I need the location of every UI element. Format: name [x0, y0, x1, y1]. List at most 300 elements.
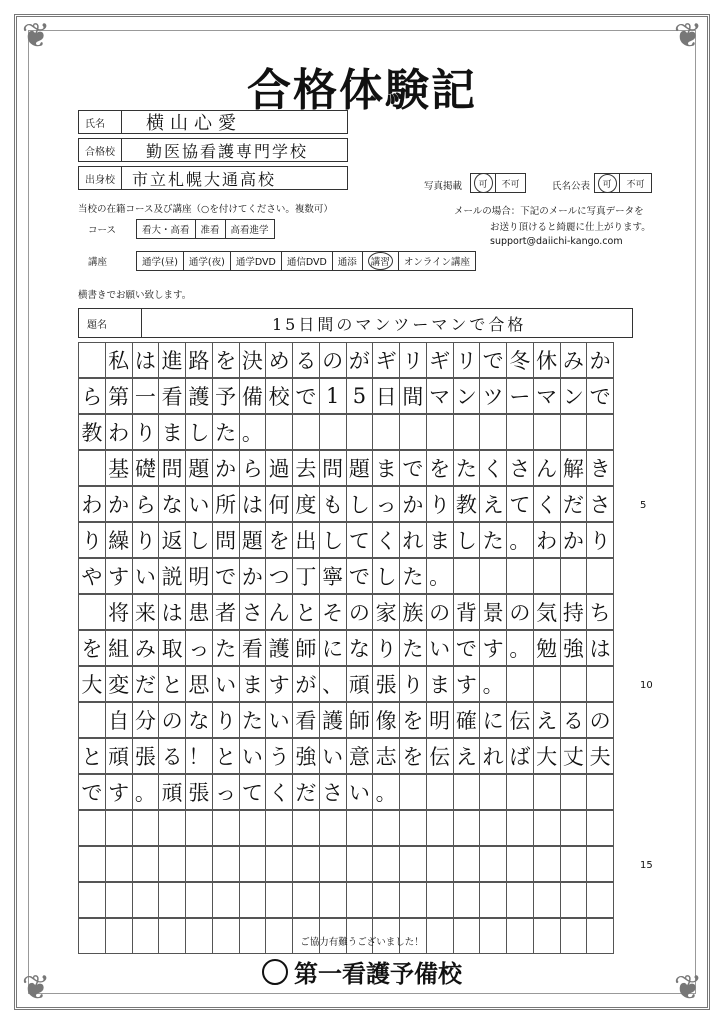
essay-cell: え	[479, 486, 507, 522]
essay-cell: み	[560, 342, 588, 378]
essay-cell	[319, 882, 347, 918]
essay-cell: 間	[399, 378, 427, 414]
essay-cell: 明	[185, 558, 213, 594]
essay-cell	[399, 810, 427, 846]
essay-cell	[426, 774, 454, 810]
essay-cell: 基	[105, 450, 133, 486]
essay-cell: で	[346, 558, 374, 594]
essay-cell	[212, 882, 240, 918]
essay-cell	[372, 882, 400, 918]
essay-cell: で	[78, 774, 106, 810]
public-name-label: 氏名公表	[552, 181, 591, 192]
essay-cell: り	[78, 522, 106, 558]
essay-cell	[105, 810, 133, 846]
essay-cell	[506, 882, 534, 918]
essay-cell: ら	[132, 486, 160, 522]
essay-cell: ン	[560, 378, 588, 414]
essay-cell: だ	[132, 666, 160, 702]
essay-cell: り	[586, 522, 614, 558]
mail-note-line1: メールの場合：下記のメールに写真データを	[454, 206, 644, 217]
essay-cell: ー	[506, 378, 534, 414]
essay-cell: わ	[78, 486, 106, 522]
essay-cell: と	[212, 738, 240, 774]
essay-cell: さ	[506, 450, 534, 486]
essay-cell: 私	[105, 342, 133, 378]
kouza-option-tsushin-dvd[interactable]: 通信DVD	[281, 251, 333, 271]
essay-cell: か	[105, 486, 133, 522]
essay-cell	[158, 846, 186, 882]
essay-cell: の	[319, 342, 347, 378]
essay-cell: く	[479, 450, 507, 486]
line-number-10: 10	[640, 680, 653, 691]
essay-cell: 休	[533, 342, 561, 378]
essay-cell: い	[346, 774, 374, 810]
essay-cell: に	[319, 630, 347, 666]
essay-cell: だ	[292, 774, 320, 810]
essay-cell	[78, 342, 106, 378]
essay-cell: 題	[185, 450, 213, 486]
essay-cell: め	[265, 342, 293, 378]
essay-cell	[506, 810, 534, 846]
essay-cell: か	[560, 522, 588, 558]
essay-cell: れ	[479, 738, 507, 774]
essay-cell: 護	[319, 702, 347, 738]
essay-cell: り	[372, 630, 400, 666]
course-option-kandai-kokan[interactable]: 看大・高看	[136, 219, 196, 239]
essay-cell: ま	[426, 666, 454, 702]
essay-cell: 大	[533, 738, 561, 774]
essay-cell: す	[105, 774, 133, 810]
essay-cell: た	[453, 450, 481, 486]
essay-cell: 説	[158, 558, 186, 594]
essay-cell: ！	[185, 738, 213, 774]
essay-cell: し	[372, 558, 400, 594]
essay-cell: 。	[506, 630, 534, 666]
essay-cell: 教	[78, 414, 106, 450]
essay-cell: う	[265, 738, 293, 774]
essay-cell	[533, 558, 561, 594]
essay-cell: 取	[158, 630, 186, 666]
essay-cell: の	[506, 594, 534, 630]
essay-cell: 題	[239, 522, 267, 558]
essay-line	[78, 738, 633, 774]
essay-cell	[560, 666, 588, 702]
kouza-option-tsuten[interactable]: 通添	[332, 251, 363, 271]
essay-cell: 志	[372, 738, 400, 774]
origin-value[interactable]: 市立札幌大通高校	[122, 166, 348, 190]
essay-cell: で	[453, 630, 481, 666]
essay-cell: 冬	[506, 342, 534, 378]
essay-cell	[506, 414, 534, 450]
essay-cell	[533, 666, 561, 702]
essay-cell	[292, 846, 320, 882]
essay-cell: 背	[453, 594, 481, 630]
essay-cell: 丁	[292, 558, 320, 594]
essay-cell: 日	[372, 378, 400, 414]
essay-cell: わ	[533, 522, 561, 558]
essay-cell: か	[586, 342, 614, 378]
essay-cell: し	[185, 522, 213, 558]
essay-cell: か	[239, 558, 267, 594]
course-note: 当校の在籍コース及び講座（○を付けてください。複数可）	[78, 204, 333, 215]
essay-cell: す	[105, 558, 133, 594]
essay-cell	[453, 414, 481, 450]
essay-cell: ら	[78, 378, 106, 414]
school-logo	[0, 954, 724, 989]
essay-cell: 。	[426, 558, 454, 594]
essay-cell	[372, 846, 400, 882]
essay-cell	[453, 810, 481, 846]
corner-ornament-icon: ❦	[21, 16, 51, 56]
essay-cell: え	[453, 738, 481, 774]
essay-cell: ツ	[479, 378, 507, 414]
essay-cell: 5	[346, 378, 374, 414]
essay-cell: な	[158, 486, 186, 522]
essay-cell: 勉	[533, 630, 561, 666]
essay-cell	[346, 414, 374, 450]
essay-cell: っ	[372, 486, 400, 522]
essay-cell: る	[292, 342, 320, 378]
essay-cell: 明	[426, 702, 454, 738]
kouza-option-day[interactable]: 通学(昼)	[136, 251, 184, 271]
essay-cell: は	[239, 486, 267, 522]
kouza-row	[88, 251, 475, 271]
essay-cell: 像	[372, 702, 400, 738]
essay-cell: た	[399, 558, 427, 594]
essay-cell: た	[479, 522, 507, 558]
essay-cell	[372, 810, 400, 846]
essay-cell	[560, 846, 588, 882]
essay-cell	[426, 882, 454, 918]
essay-cell	[319, 810, 347, 846]
essay-cell: す	[479, 630, 507, 666]
essay-cell	[185, 810, 213, 846]
essay-cell: さ	[239, 594, 267, 630]
essay-line	[78, 774, 633, 810]
theme-value[interactable]: 15日間のマンツーマンで合格	[142, 308, 633, 338]
kouza-option-online[interactable]: オンライン講座	[398, 251, 476, 271]
theme-row	[78, 308, 633, 338]
essay-cell: 何	[265, 486, 293, 522]
essay-line	[78, 414, 633, 450]
essay-cell: す	[265, 666, 293, 702]
essay-cell: に	[479, 702, 507, 738]
essay-cell	[78, 882, 106, 918]
essay-cell: ン	[453, 378, 481, 414]
essay-cell: て	[239, 774, 267, 810]
essay-cell: も	[319, 486, 347, 522]
essay-cell	[132, 810, 160, 846]
essay-cell: 景	[479, 594, 507, 630]
essay-cell: 。	[239, 414, 267, 450]
essay-cell: り	[212, 702, 240, 738]
essay-cell: て	[506, 486, 534, 522]
essay-cell	[506, 558, 534, 594]
essay-cell	[479, 810, 507, 846]
essay-cell	[185, 846, 213, 882]
essay-cell	[78, 810, 106, 846]
essay-cell	[453, 882, 481, 918]
school-value[interactable]: 勤医協看護専門学校	[122, 138, 348, 162]
essay-cell: を	[399, 738, 427, 774]
essay-cell: の	[158, 702, 186, 738]
essay-cell: 気	[533, 594, 561, 630]
essay-cell: 予	[212, 378, 240, 414]
essay-cell: 。	[479, 666, 507, 702]
essay-cell: 張	[132, 738, 160, 774]
essay-cell: る	[158, 738, 186, 774]
essay-line	[78, 342, 633, 378]
essay-cell: 。	[506, 522, 534, 558]
essay-cell: 持	[560, 594, 588, 630]
course-option-kokan-shingaku[interactable]: 高看進学	[225, 219, 275, 239]
essay-cell	[105, 846, 133, 882]
essay-cell: 丈	[560, 738, 588, 774]
mail-note-line2: お送り頂けると綺麗に仕上がります。	[490, 222, 651, 233]
essay-line	[78, 594, 633, 630]
essay-cell: さ	[319, 774, 347, 810]
essay-cell: 者	[212, 594, 240, 630]
public-name-no-option[interactable]: 不可	[620, 173, 652, 193]
essay-cell: み	[132, 630, 160, 666]
school-logo-text: 第一看護予備校	[294, 959, 462, 988]
essay-cell: 伝	[506, 702, 534, 738]
school-label: 合格校	[78, 138, 122, 162]
essay-line	[78, 810, 633, 846]
kouza-option-dvd[interactable]: 通学DVD	[230, 251, 282, 271]
essay-line	[78, 882, 633, 918]
essay-cell: く	[265, 774, 293, 810]
essay-grid[interactable]	[78, 342, 633, 954]
essay-cell: 所	[212, 486, 240, 522]
essay-cell: リ	[453, 342, 481, 378]
essay-cell: 将	[105, 594, 133, 630]
essay-cell: 来	[132, 594, 160, 630]
essay-cell: 師	[346, 702, 374, 738]
essay-line	[78, 450, 633, 486]
essay-cell: り	[426, 486, 454, 522]
essay-cell	[292, 810, 320, 846]
name-label: 氏名	[78, 110, 122, 134]
essay-cell: な	[346, 630, 374, 666]
essay-cell	[426, 414, 454, 450]
essay-line	[78, 522, 633, 558]
essay-cell	[346, 810, 374, 846]
kouza-label: 講座	[88, 257, 108, 268]
photo-label: 写真掲載	[424, 181, 463, 192]
essay-cell: 確	[453, 702, 481, 738]
essay-cell	[586, 414, 614, 450]
essay-cell: き	[586, 450, 614, 486]
kouza-option-koushu[interactable]: 講習	[362, 251, 399, 271]
essay-cell	[372, 414, 400, 450]
essay-cell: し	[453, 522, 481, 558]
essay-cell: 族	[399, 594, 427, 630]
essay-cell: リ	[399, 342, 427, 378]
essay-cell: ば	[506, 738, 534, 774]
essay-cell	[292, 882, 320, 918]
essay-cell	[453, 558, 481, 594]
essay-cell: 1	[319, 378, 347, 414]
essay-cell: を	[78, 630, 106, 666]
essay-cell	[533, 414, 561, 450]
essay-cell	[265, 810, 293, 846]
essay-cell	[399, 414, 427, 450]
essay-cell	[560, 414, 588, 450]
essay-cell: 繰	[105, 522, 133, 558]
essay-cell	[506, 774, 534, 810]
essay-cell: つ	[265, 558, 293, 594]
origin-row	[78, 166, 348, 190]
essay-cell: か	[212, 450, 240, 486]
essay-cell: く	[372, 522, 400, 558]
horizontal-note: 横書きでお願い致します。	[78, 290, 192, 301]
essay-cell	[586, 666, 614, 702]
thanks-message: ご協力有難うございました！	[300, 937, 424, 948]
essay-cell	[479, 414, 507, 450]
essay-cell: ま	[372, 450, 400, 486]
essay-cell: 組	[105, 630, 133, 666]
essay-cell: っ	[185, 630, 213, 666]
essay-cell	[453, 846, 481, 882]
essay-cell: 、	[319, 666, 347, 702]
essay-cell: し	[185, 414, 213, 450]
essay-cell	[560, 774, 588, 810]
essay-cell: ら	[239, 450, 267, 486]
essay-cell: と	[292, 594, 320, 630]
essay-cell: 問	[158, 450, 186, 486]
essay-cell: や	[78, 558, 106, 594]
essay-cell: 患	[185, 594, 213, 630]
essay-cell: か	[399, 486, 427, 522]
essay-cell	[399, 846, 427, 882]
essay-cell: 問	[212, 522, 240, 558]
essay-cell: い	[185, 486, 213, 522]
essay-cell: 去	[292, 450, 320, 486]
support-email[interactable]: support@daiichi-kango.com	[490, 236, 623, 247]
essay-cell	[506, 846, 534, 882]
essay-cell: 教	[453, 486, 481, 522]
essay-cell	[586, 846, 614, 882]
essay-cell: と	[158, 666, 186, 702]
essay-cell	[453, 774, 481, 810]
essay-cell: 出	[292, 522, 320, 558]
photo-no-option[interactable]: 不可	[496, 173, 526, 193]
course-option-junkan[interactable]: 准看	[195, 219, 226, 239]
essay-cell	[78, 846, 106, 882]
name-row	[78, 110, 348, 134]
essay-cell	[265, 414, 293, 450]
essay-cell: 過	[265, 450, 293, 486]
essay-cell: だ	[560, 486, 588, 522]
essay-cell	[560, 810, 588, 846]
essay-cell	[319, 414, 347, 450]
page-title: 合格体験記	[247, 65, 477, 116]
essay-cell: た	[399, 630, 427, 666]
essay-cell: り	[132, 522, 160, 558]
essay-cell: で	[212, 558, 240, 594]
essay-cell	[533, 810, 561, 846]
essay-cell	[239, 810, 267, 846]
essay-cell: 返	[158, 522, 186, 558]
essay-cell: で	[479, 342, 507, 378]
photo-yes-option[interactable]: 可	[470, 173, 496, 193]
essay-cell: を	[212, 342, 240, 378]
essay-cell: 意	[346, 738, 374, 774]
name-value[interactable]: 横山心愛	[122, 110, 348, 134]
essay-cell: 張	[185, 774, 213, 810]
essay-cell: い	[265, 702, 293, 738]
photo-options	[470, 173, 526, 193]
essay-cell: の	[586, 702, 614, 738]
essay-cell: 思	[185, 666, 213, 702]
essay-cell: は	[586, 630, 614, 666]
essay-cell: そ	[319, 594, 347, 630]
essay-cell: 礎	[132, 450, 160, 486]
essay-cell: 変	[105, 666, 133, 702]
essay-cell: 備	[239, 378, 267, 414]
essay-cell: ち	[586, 594, 614, 630]
essay-line	[78, 378, 633, 414]
essay-cell	[212, 810, 240, 846]
essay-cell: の	[426, 594, 454, 630]
essay-cell: い	[319, 738, 347, 774]
essay-cell: 決	[239, 342, 267, 378]
essay-cell: し	[346, 486, 374, 522]
kouza-option-night[interactable]: 通学(夜)	[183, 251, 231, 271]
school-emblem-icon	[262, 959, 288, 985]
essay-cell: 伝	[426, 738, 454, 774]
essay-cell: く	[533, 486, 561, 522]
essay-cell	[586, 558, 614, 594]
essay-cell: て	[346, 522, 374, 558]
essay-cell: な	[185, 702, 213, 738]
essay-cell: 解	[560, 450, 588, 486]
essay-cell: を	[426, 450, 454, 486]
course-label: コース	[88, 225, 117, 236]
essay-cell	[426, 810, 454, 846]
essay-cell	[132, 846, 160, 882]
essay-cell	[479, 882, 507, 918]
essay-cell: た	[212, 630, 240, 666]
essay-cell: 題	[346, 450, 374, 486]
essay-cell	[560, 558, 588, 594]
essay-cell	[105, 882, 133, 918]
essay-cell	[346, 846, 374, 882]
essay-cell: ま	[426, 522, 454, 558]
essay-cell: 大	[78, 666, 106, 702]
essay-cell: る	[560, 702, 588, 738]
essay-cell	[533, 774, 561, 810]
essay-cell	[426, 846, 454, 882]
essay-cell: た	[212, 414, 240, 450]
essay-cell: 看	[158, 378, 186, 414]
essay-cell	[158, 810, 186, 846]
essay-cell: し	[319, 522, 347, 558]
essay-cell: 進	[158, 342, 186, 378]
essay-cell: を	[265, 522, 293, 558]
public-name-yes-option[interactable]: 可	[594, 173, 620, 193]
essay-cell: を	[399, 702, 427, 738]
essay-cell: は	[158, 594, 186, 630]
essay-cell: 寧	[319, 558, 347, 594]
essay-cell: ん	[265, 594, 293, 630]
essay-cell	[533, 846, 561, 882]
essay-cell: す	[453, 666, 481, 702]
essay-cell: 。	[132, 774, 160, 810]
essay-cell: 分	[132, 702, 160, 738]
essay-cell: っ	[212, 774, 240, 810]
